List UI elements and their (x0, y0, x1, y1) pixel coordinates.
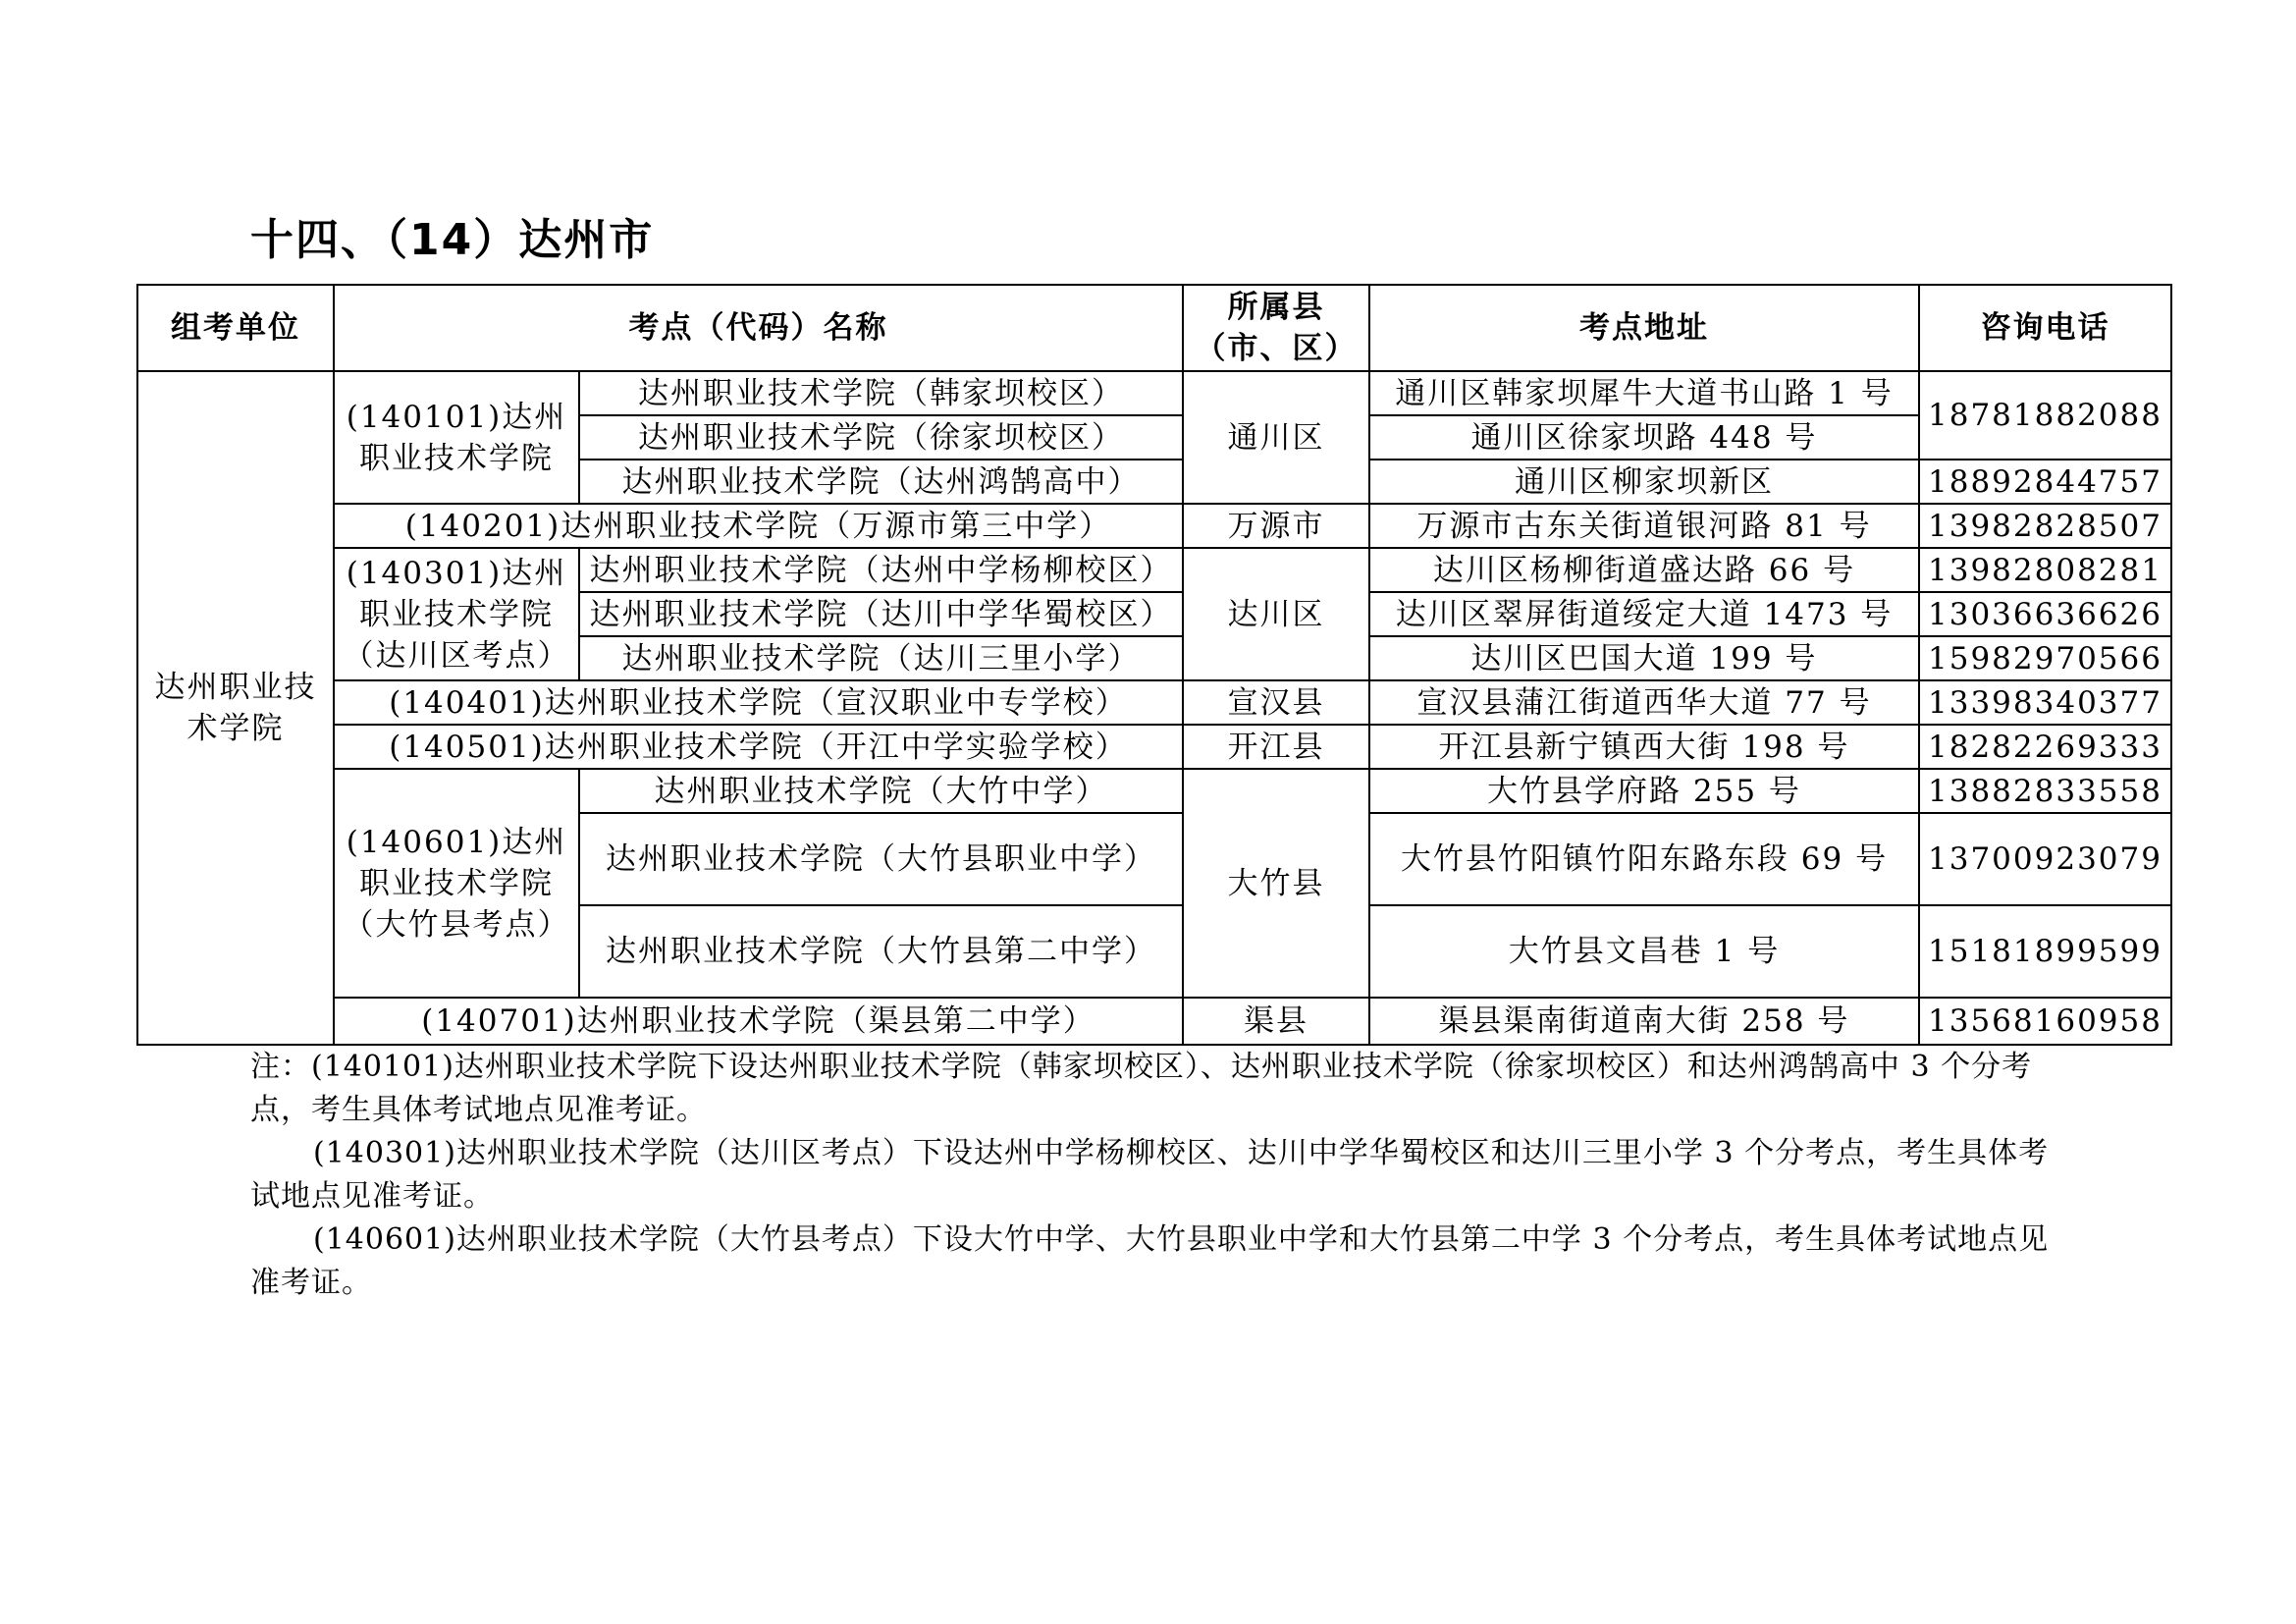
sub-site-name: 达州职业技术学院（达州鸿鹄高中） (579, 460, 1183, 504)
site-group-name: (140101)达州职业技术学院 (334, 371, 579, 504)
sub-site-name: 达州职业技术学院（大竹中学） (579, 769, 1183, 813)
note-paragraph: (140301)达州职业技术学院（达川区考点）下设达州中学杨柳校区、达川中学华蜀校区和达川三里小学 3 个分考点，考生具体考试地点见准考证。 (250, 1136, 2050, 1214)
phone-cell: 13882833558 (1919, 769, 2171, 813)
address-cell: 达川区巴国大道 199 号 (1369, 636, 1919, 680)
county-cell: 开江县 (1183, 725, 1369, 769)
site-name: (140701)达州职业技术学院（渠县第二中学） (334, 998, 1183, 1045)
phone-cell: 15982970566 (1919, 636, 2171, 680)
sub-site-name: 达州职业技术学院（韩家坝校区） (579, 371, 1183, 415)
page-title: 十四、（14）达州市 (250, 215, 655, 265)
phone-cell: 15181899599 (1919, 905, 2171, 998)
site-group-name: (140601)达州职业技术学院（大竹县考点） (334, 769, 579, 998)
site-group-name: (140301)达州职业技术学院（达川区考点） (334, 548, 579, 680)
phone-cell: 18892844757 (1919, 460, 2171, 504)
site-name: (140401)达州职业技术学院（宣汉职业中专学校） (334, 680, 1183, 725)
address-cell: 达川区杨柳街道盛达路 66 号 (1369, 548, 1919, 592)
sub-site-name: 达州职业技术学院（达川中学华蜀校区） (579, 592, 1183, 636)
address-cell: 达川区翠屏街道绥定大道 1473 号 (1369, 592, 1919, 636)
address-cell: 宣汉县蒲江街道西华大道 77 号 (1369, 680, 1919, 725)
address-cell: 通川区徐家坝路 448 号 (1369, 415, 1919, 460)
header-address: 考点地址 (1369, 285, 1919, 371)
note-paragraph: 注：(140101)达州职业技术学院下设达州职业技术学院（韩家坝校区）、达州职业技术学院（徐家坝校区）和达州鸿鹄高中 3 个分考点，考生具体考试地点见准考证。 (250, 1050, 2033, 1127)
phone-cell: 18282269333 (1919, 725, 2171, 769)
sub-site-name: 达州职业技术学院（徐家坝校区） (579, 415, 1183, 460)
sub-site-name: 达州职业技术学院（大竹县第二中学） (579, 905, 1183, 998)
header-site-name: 考点（代码）名称 (334, 285, 1183, 371)
sub-site-name: 达州职业技术学院（达州中学杨柳校区） (579, 548, 1183, 592)
exam-site-table (136, 284, 2172, 1046)
site-name: (140201)达州职业技术学院（万源市第三中学） (334, 504, 1183, 548)
address-cell: 大竹县竹阳镇竹阳东路东段 69 号 (1369, 813, 1919, 905)
table-row (137, 371, 2171, 415)
phone-cell: 13398340377 (1919, 680, 2171, 725)
note-paragraph: (140601)达州职业技术学院（大竹县考点）下设大竹中学、大竹县职业中学和大竹县第二中学 3 个分考点，考生具体考试地点见准考证。 (250, 1222, 2050, 1300)
county-cell: 万源市 (1183, 504, 1369, 548)
table-row (137, 548, 2171, 592)
sub-site-name: 达州职业技术学院（大竹县职业中学） (579, 813, 1183, 905)
address-cell: 大竹县学府路 255 号 (1369, 769, 1919, 813)
header-unit: 组考单位 (137, 285, 334, 371)
county-cell: 渠县 (1183, 998, 1369, 1045)
address-cell: 通川区柳家坝新区 (1369, 460, 1919, 504)
site-name: (140501)达州职业技术学院（开江中学实验学校） (334, 725, 1183, 769)
address-cell: 大竹县文昌巷 1 号 (1369, 905, 1919, 998)
table-header-row (137, 285, 2171, 371)
address-cell: 开江县新宁镇西大街 198 号 (1369, 725, 1919, 769)
phone-cell: 13982808281 (1919, 548, 2171, 592)
address-cell: 通川区韩家坝犀牛大道书山路 1 号 (1369, 371, 1919, 415)
phone-cell: 13036636626 (1919, 592, 2171, 636)
phone-cell: 13568160958 (1919, 998, 2171, 1045)
table-row (137, 769, 2171, 813)
address-cell: 万源市古东关街道银河路 81 号 (1369, 504, 1919, 548)
phone-cell: 13700923079 (1919, 813, 2171, 905)
address-cell: 渠县渠南街道南大街 258 号 (1369, 998, 1919, 1045)
county-cell: 达川区 (1183, 548, 1369, 680)
phone-cell: 18781882088 (1919, 371, 2171, 460)
county-cell: 宣汉县 (1183, 680, 1369, 725)
county-cell: 大竹县 (1183, 769, 1369, 998)
organizer-cell: 达州职业技术学院 (137, 371, 334, 1045)
header-phone: 咨询电话 (1919, 285, 2171, 371)
notes-section (250, 1046, 2066, 1305)
table-row (137, 680, 2171, 725)
table-row (137, 504, 2171, 548)
header-county: 所属县（市、区） (1183, 285, 1369, 371)
table-row (137, 725, 2171, 769)
table-row (137, 998, 2171, 1045)
sub-site-name: 达州职业技术学院（达川三里小学） (579, 636, 1183, 680)
phone-cell: 13982828507 (1919, 504, 2171, 548)
county-cell: 通川区 (1183, 371, 1369, 504)
